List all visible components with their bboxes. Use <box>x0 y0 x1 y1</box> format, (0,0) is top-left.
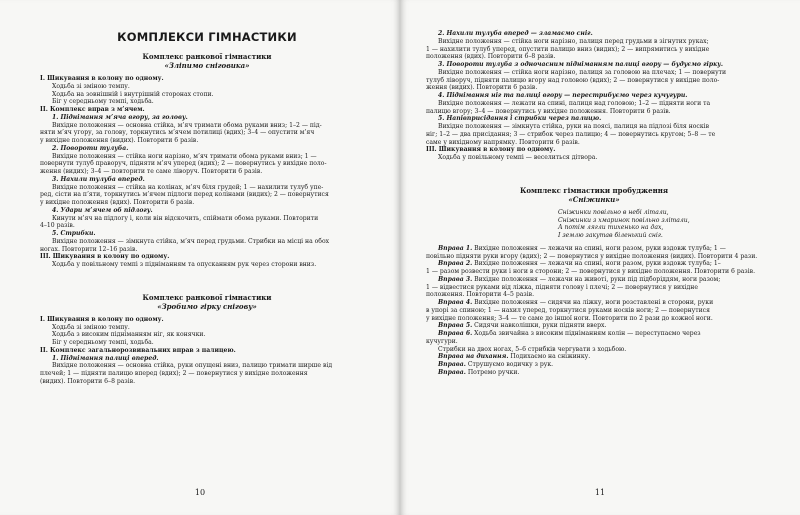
complex-body <box>40 75 374 269</box>
text-line: Біг у середньому темпі, ходьба. <box>52 98 154 106</box>
text-line: Вихідне положення — лежати на спині, палиця над головою; 1–2 — підняти ноги та <box>438 99 711 107</box>
complex-name: «Зробимо гірку снігову» <box>157 301 257 311</box>
text-line: Вихідне положення — основна стійка, руки опущені вниз, палицю тримати ширше від <box>52 362 333 370</box>
exercise-text: повільно підняти руки вгору (вдих); 2 — повернутися у вихідне положення (видих). Повторити 4 рази. <box>426 252 758 260</box>
text-line: Ходьба на зовнішній і внутрішній сторонах стопи. <box>52 90 214 98</box>
text-line: 1 — нахилити тулуб уперед, опустити палицю вниз (видих); 2 — випрямитись у вихідне <box>426 45 710 53</box>
exercise-text: Вихідне положення — лежачи на животі, руки під підборіддям, ноги разом; <box>474 275 721 283</box>
section-heading: І. Шикування в колону по одному. <box>40 75 164 82</box>
exercise-line <box>426 369 762 377</box>
right-page <box>400 0 800 515</box>
text-line: Вихідне положення — основна стійка, м’яч тримати обома руками вниз; 1–2 — під- <box>52 121 322 129</box>
exercise-text: 1 — разом розвести руки і ноги в сторони; 2 — повернутися у вихідне положення. Повторити 6 разів. <box>426 268 756 275</box>
text-line: Ходьба у повільному темпі з підніманням та опусканням рук через сторони вниз. <box>52 261 317 268</box>
text-line: ження (видих); 3–4 — повторити те саме ліворуч. Повторити 6 разів. <box>40 168 263 175</box>
exercise-line <box>426 284 762 292</box>
exercise-line <box>426 315 762 323</box>
exercise-line <box>426 291 762 299</box>
exercise-heading: 3. Повороти тулуба з одночасним підніманням палиці вгору — будуємо гірку. <box>438 61 723 68</box>
poem-line: Сніжинки з хмаринок повільно злітали, <box>558 216 690 224</box>
poem-line: І землю закутав біленький сніг. <box>558 232 663 239</box>
text-line: Вихідне положення — зімкнута стійка, руки на поясі, палиця на підлозі біля носків <box>438 123 710 130</box>
exercise-text: Вихідне положення — сидячи на ліжку, ноги розставлені в сторони, руки <box>474 299 714 306</box>
text-line: ногах. Повторити 12–16 разів. <box>40 245 138 253</box>
exercise-label: Вправа 5. <box>438 322 473 330</box>
exercise-label: Вправа на дихання. <box>438 353 509 361</box>
exercise-text: положення. Повторити 4–5 разів. <box>426 291 535 299</box>
text-line: Вихідне положення — стійка ноги нарізно, м’яч тримати обома руками вниз; 1 — <box>52 152 317 160</box>
exercise-line <box>426 338 762 346</box>
text-line: у вихідне положення (вдих). Повторити 6 разів. <box>40 199 195 206</box>
exercise-label: Вправа. <box>438 368 466 376</box>
text-line: 4–10 разів. <box>40 222 75 230</box>
exercise-heading: 2. Нахили тулуба вперед — зламаємо сніг. <box>438 30 593 37</box>
exercise-text: Сидячи навколішки, руки підняти вверх. <box>474 322 607 330</box>
text-line: няти м’яч угору, за голову, торкнутись м’ячем потилиці (вдих); 3–4 — опустити м’яч <box>40 129 315 137</box>
exercise-heading: 5. Напівприсідання і стрибки через палицю. <box>438 115 602 123</box>
poem-line: А потім лягли тихенько на дах, <box>558 224 664 232</box>
text-line: плечей; 1 — підняти палицю вперед (вдих); 2 — повернутися у вихідне положення <box>40 370 308 377</box>
exercise-heading: 1. Піднімання м’яча вгору, за голову. <box>52 113 188 121</box>
exercise-line <box>426 330 762 338</box>
exercise-heading: 4. Піднімання ніг та палиці вгору — перестрибуємо через кучугури. <box>438 92 688 99</box>
exercise-line <box>426 245 762 253</box>
exercise-text: кучугури. <box>426 337 458 345</box>
exercise-list <box>426 245 762 377</box>
text-line: саме у вихідному напрямку. Повторити 6 разів. <box>426 138 580 146</box>
complex-heading: Комплекс ранкової гімнастики <box>142 52 272 61</box>
exercise-label: Вправа 1. <box>438 244 473 252</box>
exercise-label: Вправа 6. <box>438 330 473 337</box>
section-heading: ІІІ. Шикування в колону по одному. <box>426 146 556 154</box>
exercise-text: Потремо ручки. <box>467 368 520 376</box>
text-line: Ходьба у повільному темпі — веселиться дітвора. <box>438 154 598 161</box>
text-line: Вихідне положення — зімкнута стійка, м’яч перед грудьми. Стрибки на місці на обох <box>52 237 330 245</box>
exercise-heading: 2. Повороти тулуба. <box>52 144 129 152</box>
exercise-text: Подихаємо на сніжинку. <box>510 353 591 361</box>
text-line: (видих). Повторити 6–8 разів. <box>40 377 136 385</box>
exercise-text: Ходьба звичайна з високим підніманням колін — переступаємо через <box>474 330 701 337</box>
text-line: Вихідне положення — стійка на колінах, м’яч біля грудей; 1 — нахилити тулуб упе- <box>52 183 324 191</box>
complex-name: «Сніжинки» <box>568 194 620 204</box>
exercise-line <box>426 353 762 361</box>
exercise-text: в упорі за спиною; 1 — нахил уперед, торкнутися руками носків ноги; 2 — повернутися <box>426 306 710 314</box>
exercise-line <box>426 361 762 369</box>
poem <box>426 209 762 240</box>
exercise-text: Стрибки на двох ногах, 5–6 стрибків чергувати з ходьбою. <box>438 345 627 353</box>
section-heading: ІІ. Комплекс загальнорозвивальних вправ з палицею. <box>40 346 236 354</box>
exercise-text: Вихідне положення — лежачи на спині, ноги разом, руки вздовж тулуба; 1 — <box>474 244 726 252</box>
complex-body <box>40 316 374 386</box>
text-line: положення (вдих). Повторити 6–8 разів. <box>426 53 556 61</box>
complex-heading: Комплекс ранкової гімнастики <box>142 292 272 302</box>
text-line: Ходьба зі зміною темпу. <box>52 82 130 90</box>
exercise-text: у вихідне положення; 3–4 — те саме до іншої ноги. Повторити по 2 рази до кожної ноги. <box>426 314 713 322</box>
exercise-label: Вправа 4. <box>438 299 473 306</box>
exercise-text: 1 — відвестися руками від ліжка, підняти голову і плечі; 2 — повернутися у вихідне <box>426 283 698 291</box>
text-line: Вихідне положення — стійка ноги нарізно, палиця за головою на плечах; 1 — повернути <box>438 68 727 76</box>
page-number: 10 <box>194 488 206 497</box>
exercise-line <box>426 276 762 284</box>
complex-name: «Зліпимо сніговика» <box>164 61 250 70</box>
exercise-line <box>426 268 762 276</box>
text-line: Кинути м’яч на підлогу і, коли він відскочить, спіймати обома руками. Повторити <box>52 214 319 222</box>
text-line: Біг у середньому темпі, ходьба. <box>52 339 154 346</box>
exercise-line <box>426 322 762 330</box>
exercise-line <box>426 253 762 261</box>
exercise-label: Вправа 3. <box>438 275 473 283</box>
text-line: повернути тулуб праворуч, підняти м’яч уперед (вдих); 2 — повернутись у вихідне поло- <box>40 160 327 168</box>
section-heading: ІІ. Комплекс вправ з м’ячем. <box>40 106 145 113</box>
exercise-text: Вихідне положення — лежачи на спині, ноги разом, руки вздовж тулуба; 1– <box>474 260 721 268</box>
text-line: Ходьба з високим підніманням ніг, як конячки. <box>52 331 206 339</box>
text-line: Ходьба зі зміною темпу. <box>52 323 130 331</box>
text-line: ження (видих). Повторити 6 разів. <box>426 84 538 92</box>
exercise-line <box>426 299 762 307</box>
section-heading: ІІІ. Шикування в колону по одному. <box>40 253 170 261</box>
complex-heading: Комплекс гімнастики пробудження <box>520 185 668 195</box>
exercise-heading: 3. Нахили тулуба вперед. <box>52 175 145 183</box>
text-line: тулуб ліворуч, підняти палицю вгору над головою (вдих); 2 — повернутися у вихідне поло- <box>426 76 720 84</box>
section-heading: І. Шикування в колону по одному. <box>40 315 164 323</box>
text-line: у вихідне положення (видих). Повторити 6 разів. <box>40 137 199 144</box>
exercise-line <box>426 346 762 354</box>
page-number: 11 <box>594 488 606 497</box>
page-title: КОМПЛЕКСИ ГІМНАСТИКИ <box>117 30 297 44</box>
exercise-heading: 1. Піднімання палиці вперед. <box>52 354 159 362</box>
exercise-label: Вправа. <box>438 361 466 368</box>
poem-line: Сніжинки повільно в небі літали, <box>558 208 669 216</box>
exercise-heading: 4. Удари м’ячем об підлогу. <box>52 206 153 214</box>
text-line: палицю вгору; 3–4 — повернутись у вихідне положення. Повторити 6 разів. <box>426 107 671 115</box>
exercise-heading: 5. Стрибки. <box>52 230 96 237</box>
complex-body <box>426 30 762 162</box>
exercise-line <box>426 307 762 315</box>
text-line: ред, сісти на п’яти, торкнутись м’ячем підлоги перед колінами (видих); 2 — повернутися <box>40 191 329 199</box>
exercise-text: Струшуємо водичку з рук. <box>467 361 554 368</box>
text-line: Вихідне положення — стійка ноги нарізно, палиця перед грудьми в зігнутих руках; <box>438 37 709 45</box>
text-line: ніг; 1–2 — два присідання; 3 — стрибок через палицю; 4 — повернутись кругом; 5–8 — те <box>426 130 716 138</box>
exercise-label: Вправа 2. <box>438 260 473 268</box>
exercise-line <box>426 260 762 268</box>
